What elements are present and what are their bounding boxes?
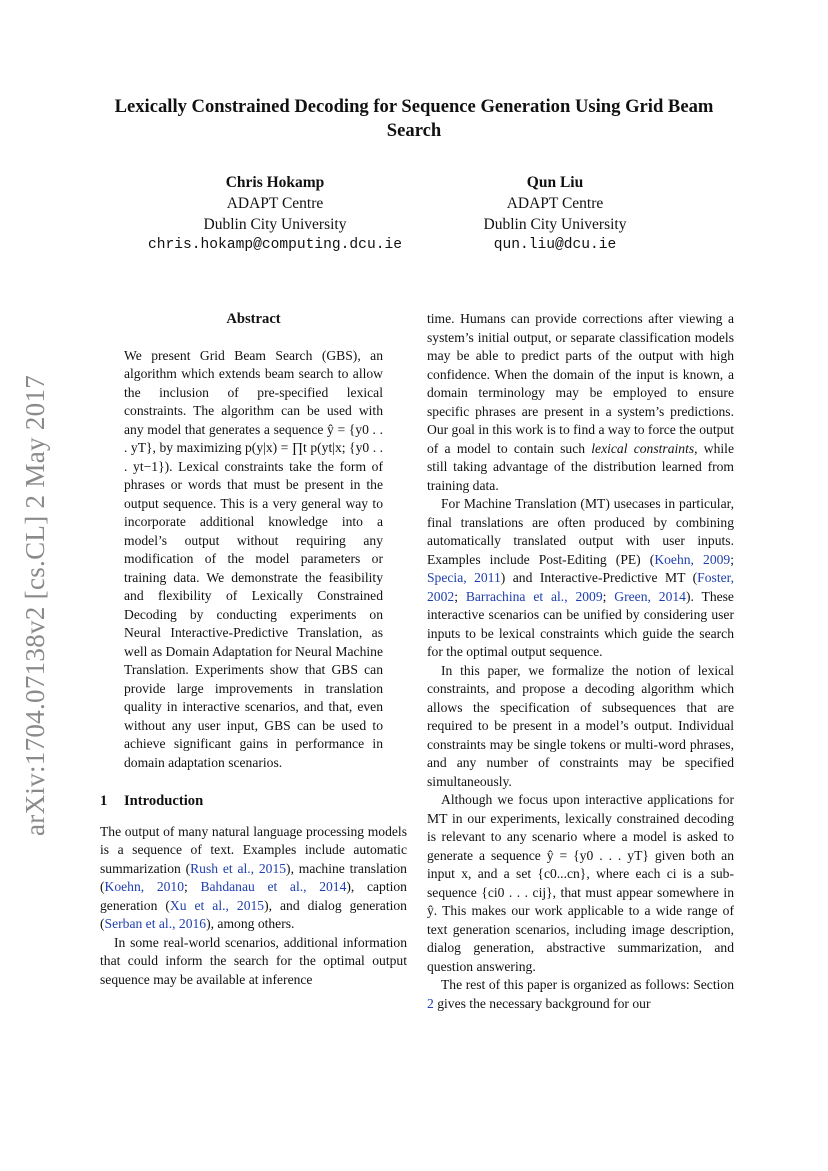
citation-link[interactable]: Serban et al., 2016 [104, 916, 207, 931]
text-run: ), caption generation ( [100, 879, 407, 913]
text-run: ; [602, 588, 615, 604]
body-paragraph-4: Although we focus upon interactive applications for MT in our experiments, lexically constrained decoding is relevant to any scenario where a model is asked to generate a sequence ŷ = {y0 . . . yT} given both an input x, and a set {c0...cn}, where each ci is a sub-sequence {ci0 . . . cij}, that must appear somewhere in ŷ. This makes our work applicable to a wide range of text generation scenarios, including image description, dialog generation, abstractive summarization, and question answering. [427, 792, 734, 974]
author-name: Chris Hokamp [225, 174, 325, 191]
author-affiliation: ADAPT Centre [226, 195, 324, 212]
citation-link[interactable]: Bahdanau et al., 2014 [200, 879, 347, 894]
body-paragraph-1 [427, 310, 734, 495]
text-run: For Machine Translation (MT) usecases in particular, final translations are often produced by combining automatically translated output with user inputs. Examples include Post-Editing (PE) ( [427, 496, 734, 567]
text-run: ), and dialog generation ( [100, 897, 407, 931]
intro-paragraph-2: In some real-world scenarios, additional information that could inform the search for the optimal output sequence may be available at inference [100, 934, 407, 987]
abstract-body: We present Grid Beam Search (GBS), an algorithm which extends beam search to allow the inclusion of pre-specified lexical constraints. The algorithm can be used with any model that generates a sequence ŷ = {y0 . . . yT}, by maximizing p(y|x) = ∏t p(yt|x; {y0 . . . yt−1}). Lexical constraints take the form of phrases or words that must be present in the output sequence. This is a very general way to incorporate additional knowledge into a model’s output without requiring any modification of the model parameters or training data. We demonstrate the feasibility and flexibility of Lexically Constrained Decoding by conducting experiments on Neural Interactive-Predictive Translation, as well as Domain Adaptation for Neural Machine Translation. Experiments show that GBS can provide large improvements in translation quality in interactive scenarios, and that, even without any user input, GBS can be used to achieve significant gains in performance in domain adaptation scenarios. [124, 347, 383, 770]
emphasis: lexical constraints [591, 440, 695, 456]
author-university: Dublin City University [203, 216, 347, 233]
citation-link[interactable]: Foster, 2002 [427, 570, 735, 604]
left-column [100, 310, 407, 989]
intro-paragraph-1 [100, 823, 407, 934]
author-block-2 [455, 172, 655, 256]
citation-link[interactable]: Xu et al., 2015 [169, 897, 265, 913]
section-number: 1 [100, 793, 108, 809]
author-email: qun.liu@dcu.ie [493, 237, 617, 253]
abstract-heading: Abstract [226, 311, 281, 327]
section-title: Introduction [124, 793, 204, 809]
author-email: chris.hokamp@computing.dcu.ie [148, 237, 402, 253]
text-run: ). These interactive scenarios can be unified by considering user inputs to be lexical constraints which guide the search for the optimal output sequence. [427, 588, 734, 659]
text-run: The output of many natural language processing models is a sequence of text. Examples include automatic summarization ( [100, 823, 407, 876]
text-run: ; [454, 588, 466, 604]
text-run: ; [730, 551, 734, 567]
text-run: The rest of this paper is organized as follows: Section [441, 977, 734, 992]
text-run: ), machine translation ( [100, 860, 407, 894]
body-paragraph-2 [427, 495, 734, 662]
citation-link[interactable]: Specia, 2011 [427, 570, 501, 585]
text-run: ; [184, 879, 201, 894]
text-run: ), among others. [206, 916, 295, 931]
arxiv-identifier: arXiv:1704.07138v2 [cs.CL] 2 May 2017 [20, 374, 50, 836]
right-column [427, 310, 734, 1013]
citation-link[interactable]: Koehn, 2009 [654, 551, 731, 567]
author-affiliation: ADAPT Centre [506, 195, 604, 212]
section-reference-link[interactable]: 2 [427, 995, 434, 1011]
text-run: gives the necessary background for our [433, 995, 651, 1011]
text-run: ) and Interactive-Predictive MT ( [500, 570, 698, 585]
author-university: Dublin City University [483, 216, 627, 233]
citation-link[interactable]: Rush et al., 2015 [190, 860, 287, 876]
author-name: Qun Liu [526, 174, 584, 191]
citation-link[interactable]: Barrachina et al., 2009 [465, 588, 603, 604]
text-run: , while still taking advantage of the distribution learned from training data. [427, 440, 734, 493]
author-block-1 [130, 172, 420, 256]
text-run: time. Humans can provide corrections after viewing a system’s initial output, or separate classification models may be able to predict parts of the output with high confidence. When the domain of the input is known, a domain terminology may be employed to ensure specific phrases are present in a system’s predictions. Our goal in this work is to find a way to force the output of a model to contain such [427, 311, 734, 456]
body-paragraph-5 [427, 976, 734, 1013]
paper-title: Lexically Constrained Decoding for Sequence Generation Using Grid Beam Search [114, 96, 714, 141]
citation-link[interactable]: Green, 2014 [614, 588, 686, 604]
section-heading-introduction [100, 792, 407, 811]
citation-link[interactable]: Koehn, 2010 [104, 879, 185, 894]
body-paragraph-3: In this paper, we formalize the notion of lexical constraints, and propose a decoding algorithm which allows the specification of subsequences that are required to be present in a model’s output. Individual constraints may be single tokens or multi-word phrases, and any number of constraints may be specified simultaneously. [427, 662, 734, 789]
